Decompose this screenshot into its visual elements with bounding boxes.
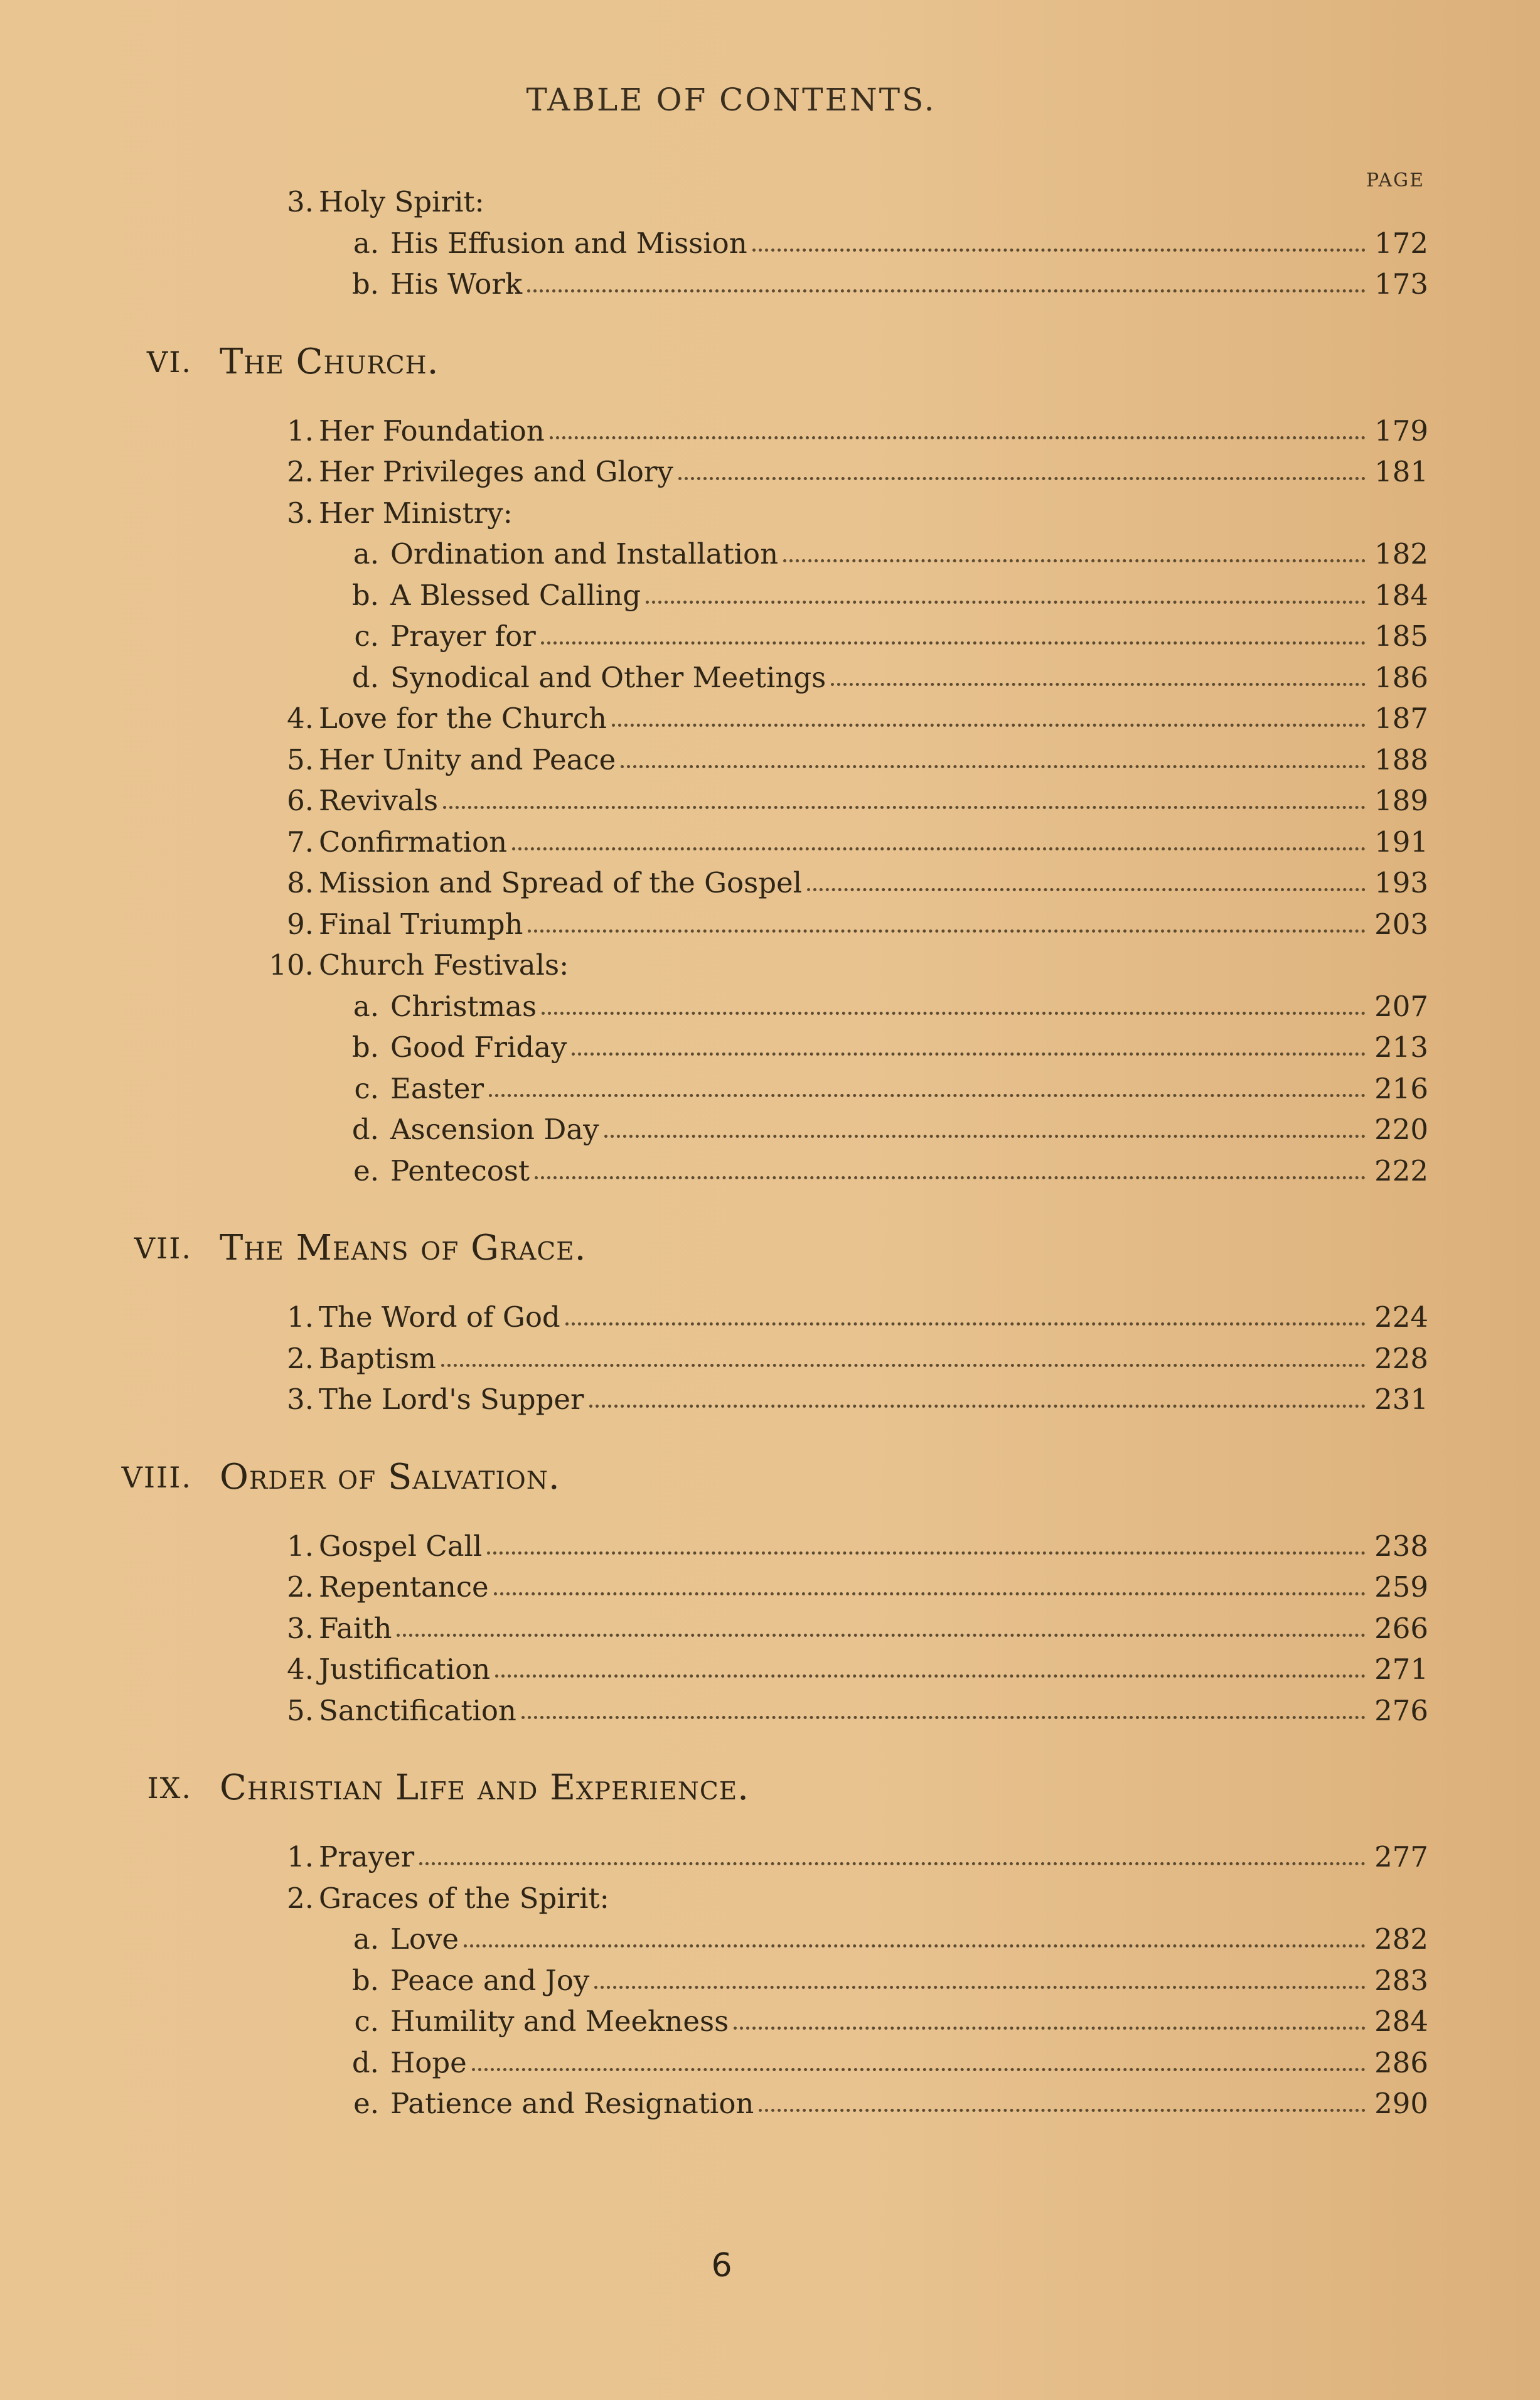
entry-title: Baptism — [319, 1341, 436, 1375]
entry-title: Revivals — [319, 784, 439, 817]
page-column-label: PAGE — [1366, 169, 1425, 191]
dot-leader — [397, 1634, 1366, 1637]
entry-page-number: 222 — [1374, 1154, 1428, 1187]
entry-number: d. — [351, 660, 379, 694]
toc-entry — [0, 1919, 1540, 1959]
entry-page-number: 193 — [1374, 866, 1428, 899]
entry-page-number: 173 — [1374, 267, 1428, 301]
toc-entry — [0, 699, 1540, 739]
entry-page-number: 185 — [1374, 619, 1428, 653]
entry-page-number: 188 — [1374, 742, 1428, 776]
entry-page-number: 283 — [1374, 1963, 1428, 1997]
dot-leader — [752, 249, 1366, 252]
toc-entry — [0, 1297, 1540, 1337]
entry-title: Christmas — [390, 989, 537, 1023]
dot-leader — [542, 1012, 1366, 1015]
entry-number: 4. — [287, 1653, 314, 1686]
entry-number: 3. — [287, 496, 314, 530]
entry-title: Good Friday — [390, 1031, 567, 1064]
toc-entry — [0, 1339, 1540, 1379]
toc-entry — [0, 1110, 1540, 1150]
entry-number: 5. — [287, 1693, 314, 1727]
entry-title: Graces of the Spirit: — [319, 1881, 609, 1915]
entry-page-number: 184 — [1374, 578, 1428, 612]
entry-title: Her Foundation — [319, 414, 545, 447]
entry-number: 5. — [287, 742, 314, 776]
entry-number: 9. — [287, 907, 314, 941]
toc-entry — [0, 987, 1540, 1027]
dot-leader — [678, 477, 1366, 480]
entry-title: The Word of God — [319, 1300, 560, 1334]
dot-leader — [527, 289, 1366, 292]
entry-title: Her Ministry: — [319, 496, 513, 530]
running-head: TABLE OF CONTENTS. — [526, 82, 936, 118]
entry-title: Prayer for — [390, 619, 536, 653]
toc-entry — [0, 2084, 1540, 2124]
entry-page-number: 213 — [1374, 1031, 1428, 1064]
entry-page-number: 231 — [1374, 1383, 1428, 1416]
dot-leader — [541, 641, 1366, 645]
toc-entry — [0, 182, 1540, 222]
section-title: The Church. — [220, 341, 439, 382]
entry-number: 7. — [287, 825, 314, 859]
entry-number: 10. — [269, 948, 314, 982]
entry-title: Repentance — [319, 1570, 489, 1604]
toc-entry — [0, 1878, 1540, 1919]
toc-entry — [0, 1649, 1540, 1690]
dot-leader — [594, 1986, 1366, 1989]
dot-leader — [807, 888, 1366, 891]
entry-page-number: 277 — [1374, 1840, 1428, 1873]
dot-leader — [494, 1592, 1366, 1595]
toc-entry — [0, 264, 1540, 304]
entry-title: Ascension Day — [390, 1113, 599, 1146]
entry-number: 8. — [287, 866, 314, 899]
dot-leader — [572, 1053, 1366, 1056]
entry-number: b. — [351, 578, 379, 612]
section-heading — [0, 1452, 1540, 1503]
entry-page-number: 179 — [1374, 414, 1428, 447]
entry-number: a. — [353, 226, 379, 260]
entry-number: b. — [351, 1031, 379, 1064]
entry-page-number: 238 — [1374, 1529, 1428, 1563]
dot-leader — [565, 1322, 1366, 1326]
entry-number: a. — [353, 989, 379, 1023]
entry-page-number: 228 — [1374, 1341, 1428, 1375]
toc-entry — [0, 534, 1540, 574]
entry-number: 4. — [287, 702, 314, 735]
entry-page-number: 216 — [1374, 1071, 1428, 1105]
toc-entry — [0, 2001, 1540, 2042]
entry-number: 1. — [287, 1300, 314, 1334]
entry-page-number: 271 — [1374, 1653, 1428, 1686]
entry-title: Justification — [319, 1653, 491, 1686]
entry-number: d. — [351, 2045, 379, 2079]
entry-title: Holy Spirit: — [319, 185, 484, 218]
section-roman-numeral: VII. — [134, 1231, 192, 1265]
entry-title: Easter — [390, 1071, 484, 1105]
toc-entry — [0, 904, 1540, 945]
entry-number: 3. — [287, 1611, 314, 1645]
toc-entry — [0, 616, 1540, 656]
dot-leader — [495, 1674, 1366, 1678]
toc-entry — [0, 1027, 1540, 1068]
entry-number: 2. — [287, 1881, 314, 1915]
entry-title: Confirmation — [319, 825, 508, 859]
entry-title: Love — [390, 1922, 459, 1956]
dot-leader — [535, 1176, 1366, 1179]
entry-number: c. — [354, 1071, 379, 1105]
toc-entry — [0, 781, 1540, 821]
entry-number: a. — [353, 537, 379, 571]
dot-leader — [443, 806, 1366, 809]
dot-leader — [646, 601, 1366, 604]
entry-title: Humility and Meekness — [390, 2005, 729, 2038]
toc-entry — [0, 740, 1540, 780]
entry-number: e. — [353, 2087, 379, 2120]
dot-leader — [512, 847, 1366, 850]
section-heading — [0, 1223, 1540, 1273]
dot-leader — [472, 2068, 1366, 2071]
entry-title: Sanctification — [319, 1693, 516, 1727]
dot-leader — [550, 436, 1366, 439]
toc-entry — [0, 411, 1540, 451]
toc-entry — [0, 1961, 1540, 2001]
dot-leader — [441, 1364, 1366, 1367]
entry-title: Ordination and Installation — [390, 537, 779, 571]
entry-title: Her Privileges and Glory — [319, 455, 673, 488]
toc-entry — [0, 493, 1540, 533]
section-title: Christian Life and Experience. — [220, 1767, 749, 1808]
entry-title: Prayer — [319, 1840, 415, 1873]
entry-title: The Lord's Supper — [319, 1383, 584, 1416]
entry-page-number: 266 — [1374, 1611, 1428, 1645]
section-heading — [0, 337, 1540, 387]
entry-number: 2. — [287, 455, 314, 488]
toc-entry — [0, 223, 1540, 264]
entry-title: Faith — [319, 1611, 392, 1645]
entry-number: 1. — [287, 414, 314, 447]
toc-entry — [0, 576, 1540, 616]
entry-number: 2. — [287, 1341, 314, 1375]
dot-leader — [521, 1716, 1366, 1719]
entry-title: A Blessed Calling — [390, 578, 641, 612]
dot-leader — [783, 559, 1366, 562]
section-roman-numeral: VIII. — [121, 1460, 192, 1494]
dot-leader — [734, 2027, 1366, 2030]
page-number: 6 — [711, 2247, 732, 2285]
section-roman-numeral: IX. — [147, 1771, 192, 1805]
entry-page-number: 187 — [1374, 702, 1428, 735]
entry-number: 3. — [287, 1383, 314, 1416]
toc-entry — [0, 1526, 1540, 1567]
dot-leader — [528, 929, 1366, 933]
entry-page-number: 290 — [1374, 2087, 1428, 2120]
entry-number: c. — [354, 2005, 379, 2038]
entry-page-number: 172 — [1374, 226, 1428, 260]
entry-page-number: 259 — [1374, 1570, 1428, 1604]
entry-title: Peace and Joy — [390, 1963, 590, 1997]
entry-page-number: 181 — [1374, 455, 1428, 488]
entry-title: Church Festivals: — [319, 948, 569, 982]
dot-leader — [419, 1862, 1366, 1865]
toc-entry — [0, 1379, 1540, 1420]
section-title: The Means of Grace. — [220, 1228, 587, 1268]
entry-title: Pentecost — [390, 1154, 530, 1187]
section-heading — [0, 1763, 1540, 1813]
entry-number: a. — [353, 1922, 379, 1956]
entry-page-number: 224 — [1374, 1300, 1428, 1334]
entry-number: 1. — [287, 1529, 314, 1563]
entry-title: Her Unity and Peace — [319, 742, 616, 776]
toc-entry — [0, 1567, 1540, 1607]
entry-page-number: 191 — [1374, 825, 1428, 859]
dot-leader — [604, 1135, 1366, 1138]
dot-leader — [831, 683, 1366, 686]
dot-leader — [487, 1551, 1366, 1555]
entry-page-number: 189 — [1374, 784, 1428, 817]
toc-entry — [0, 945, 1540, 985]
entry-number: e. — [353, 1154, 379, 1187]
entry-title: His Work — [390, 267, 523, 301]
dot-leader — [589, 1405, 1366, 1408]
dot-leader — [759, 2109, 1366, 2112]
entry-title: Final Triumph — [319, 907, 523, 941]
entry-page-number: 286 — [1374, 2045, 1428, 2079]
entry-number: d. — [351, 1113, 379, 1146]
entry-page-number: 284 — [1374, 2005, 1428, 2038]
entry-title: Love for the Church — [319, 702, 607, 735]
entry-page-number: 276 — [1374, 1693, 1428, 1727]
toc-entry — [0, 1609, 1540, 1649]
entry-title: Synodical and Other Meetings — [390, 660, 826, 694]
toc-entry — [0, 1069, 1540, 1109]
entry-number: 3. — [287, 185, 314, 218]
entry-number: 2. — [287, 1570, 314, 1604]
section-roman-numeral: VI. — [146, 345, 192, 379]
entry-number: b. — [351, 1963, 379, 1997]
entry-number: 1. — [287, 1840, 314, 1873]
toc-entry — [0, 2043, 1540, 2083]
entry-number: b. — [351, 267, 379, 301]
entry-page-number: 282 — [1374, 1922, 1428, 1956]
toc-entry — [0, 452, 1540, 492]
entry-title: His Effusion and Mission — [390, 226, 747, 260]
toc-entry — [0, 1837, 1540, 1877]
dot-leader — [612, 724, 1366, 727]
entry-number: 6. — [287, 784, 314, 817]
section-title: Order of Salvation. — [220, 1456, 560, 1497]
entry-page-number: 203 — [1374, 907, 1428, 941]
toc-entry — [0, 658, 1540, 698]
toc-entry — [0, 822, 1540, 862]
entry-page-number: 182 — [1374, 537, 1428, 571]
entry-page-number: 186 — [1374, 660, 1428, 694]
toc-entry — [0, 1151, 1540, 1191]
dot-leader — [489, 1094, 1366, 1097]
dot-leader — [621, 765, 1366, 768]
entry-page-number: 220 — [1374, 1113, 1428, 1146]
dot-leader — [464, 1944, 1366, 1947]
entry-title: Mission and Spread of the Gospel — [319, 866, 803, 899]
entry-page-number: 207 — [1374, 989, 1428, 1023]
entry-title: Gospel Call — [319, 1529, 483, 1563]
entry-title: Hope — [390, 2045, 467, 2079]
entry-number: c. — [354, 619, 379, 653]
toc-entry — [0, 1691, 1540, 1731]
toc-entry — [0, 863, 1540, 903]
entry-title: Patience and Resignation — [390, 2087, 754, 2120]
